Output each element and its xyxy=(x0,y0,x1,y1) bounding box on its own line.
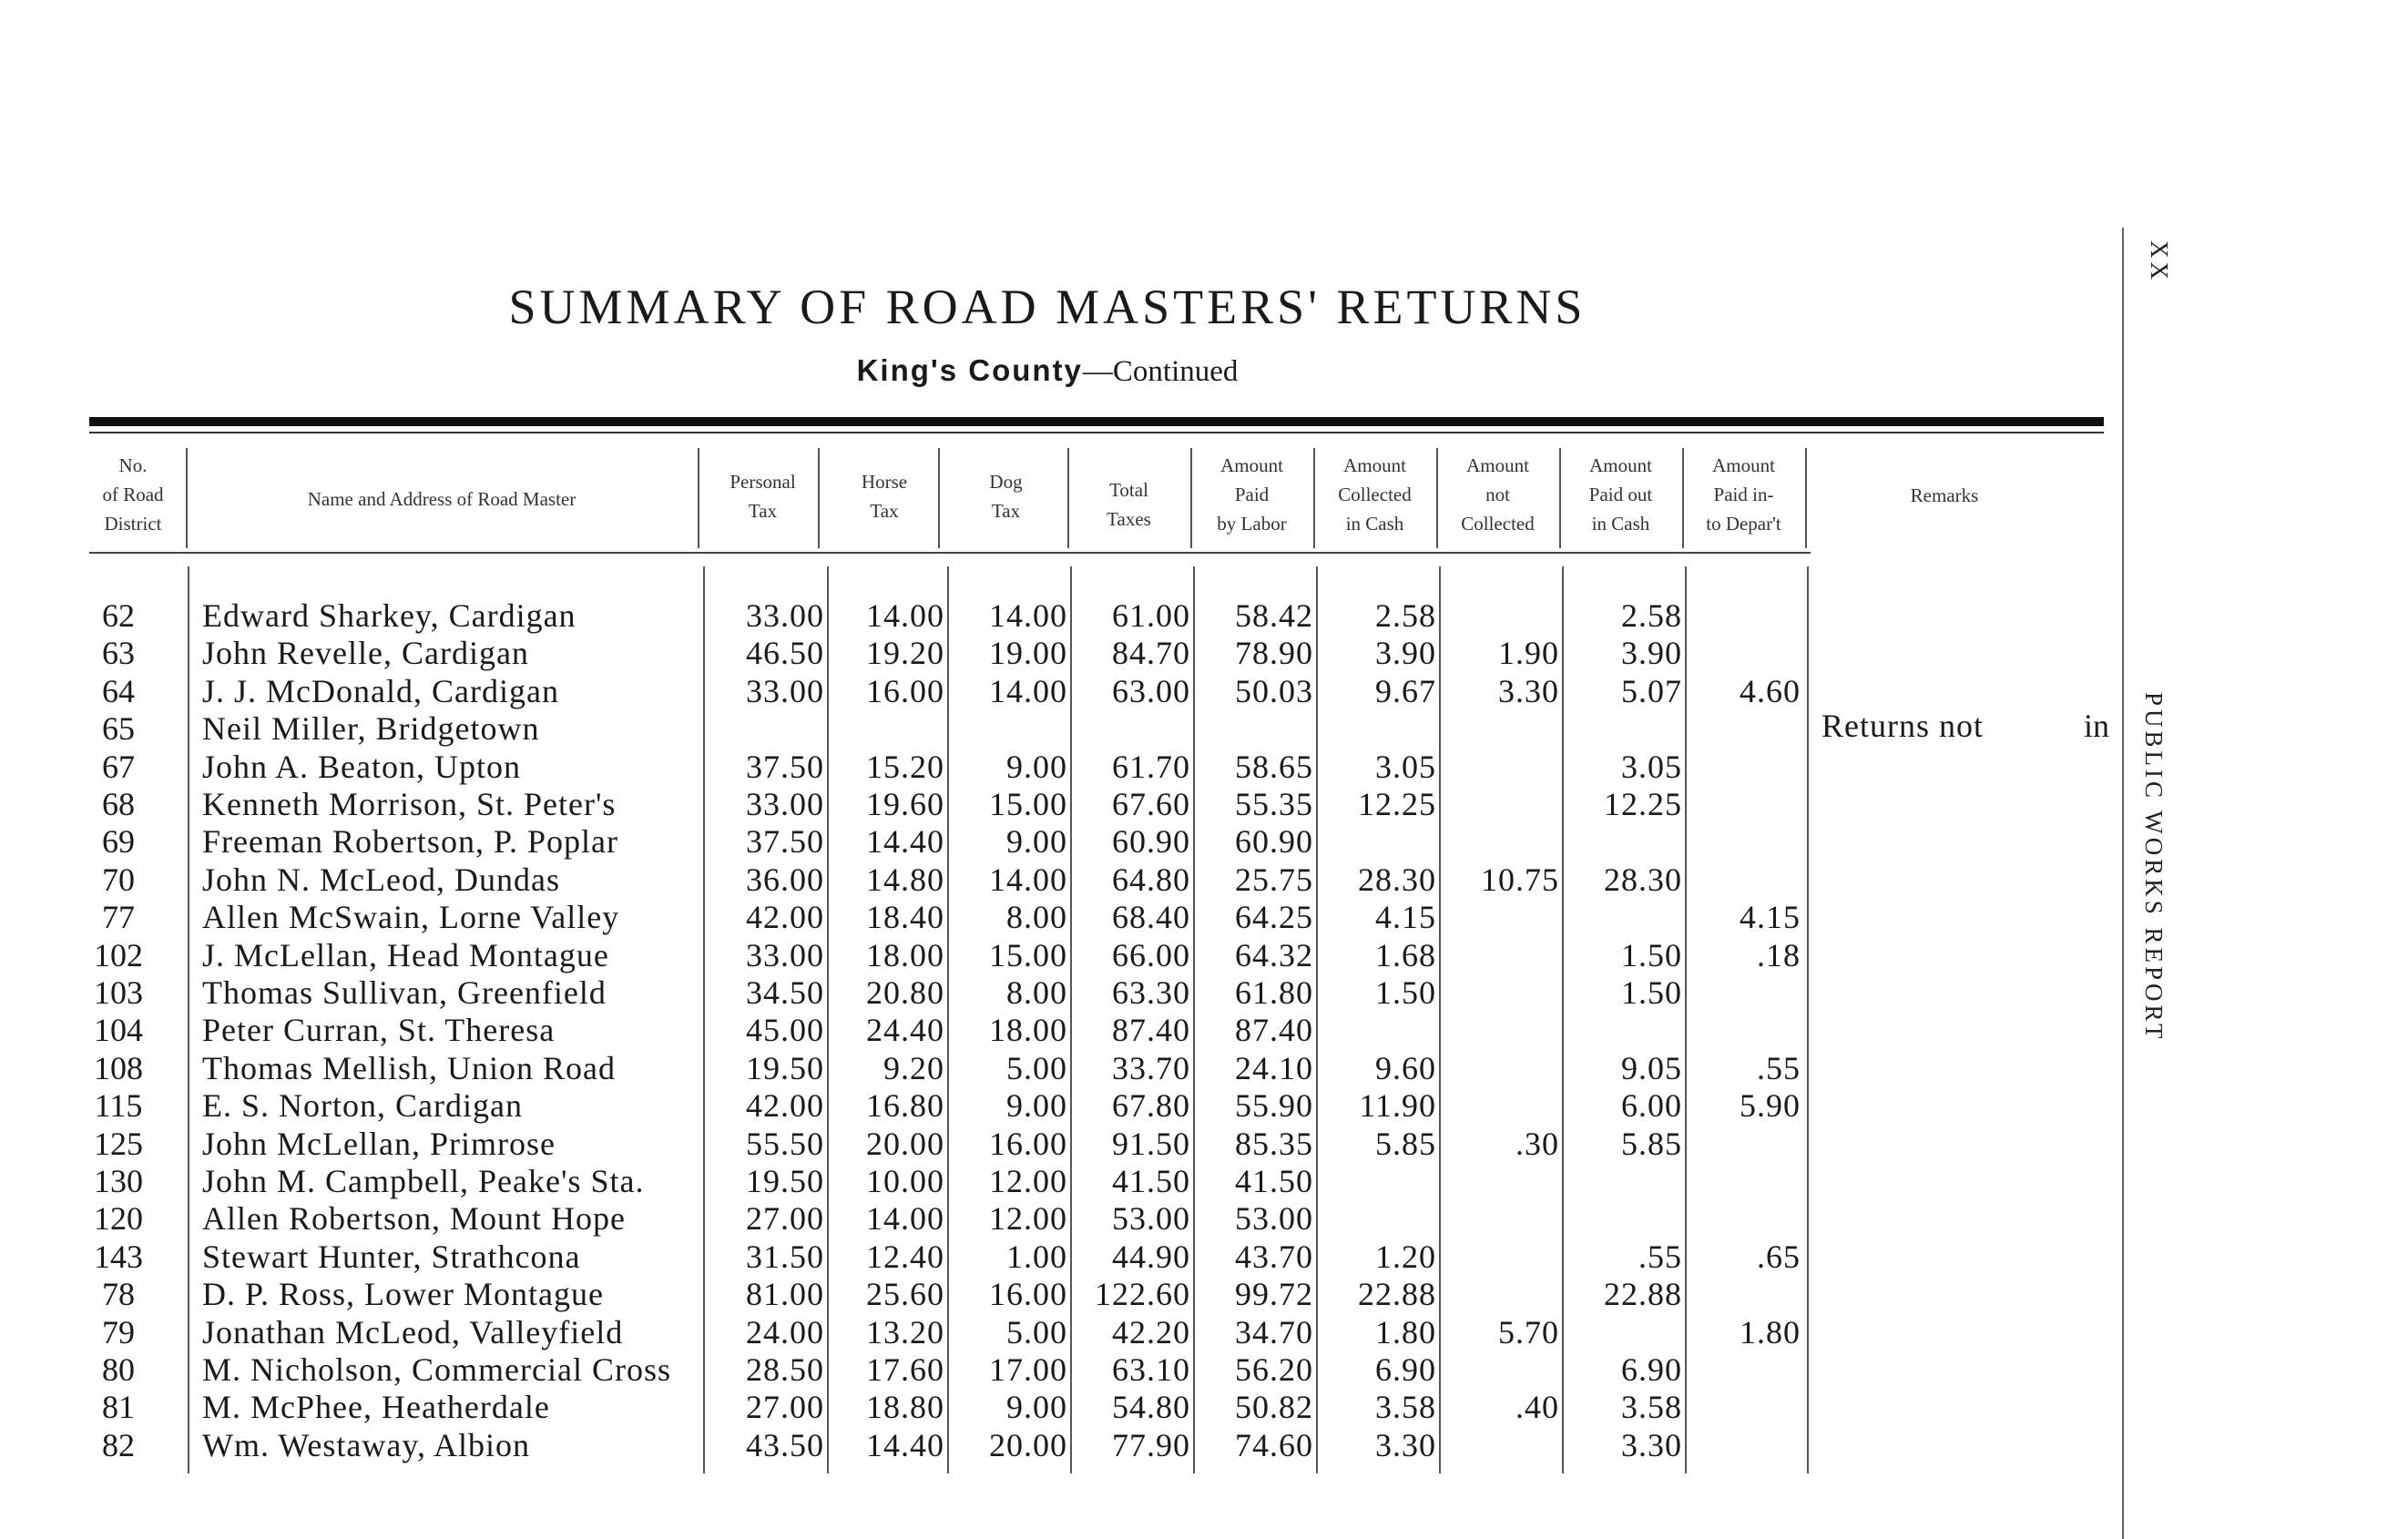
collected-in-cash-cell: 1.68 xyxy=(1375,937,1436,973)
table-row xyxy=(0,1389,1821,1425)
dog-tax-cell: 9.00 xyxy=(1006,1389,1067,1425)
col-divider xyxy=(818,448,820,548)
collected-in-cash-cell: 3.30 xyxy=(1375,1427,1436,1463)
paid-into-dept-cell: 4.60 xyxy=(1740,673,1801,709)
col-divider xyxy=(1559,448,1561,548)
table-row xyxy=(0,1200,1821,1237)
name-cell: J. McLellan, Head Montague xyxy=(202,937,609,973)
paid-into-dept-cell: 1.80 xyxy=(1740,1314,1801,1350)
table-row xyxy=(0,710,1821,747)
total-taxes-cell: 67.80 xyxy=(1112,1087,1190,1124)
total-taxes-cell: 68.40 xyxy=(1112,899,1190,935)
total-taxes-cell: 33.70 xyxy=(1112,1050,1190,1086)
header-horse: Horse Tax xyxy=(861,471,908,522)
name-cell: E. S. Norton, Cardigan xyxy=(202,1087,523,1124)
name-cell: D. P. Ross, Lower Montague xyxy=(202,1276,604,1312)
paid-out-cell: 3.30 xyxy=(1621,1427,1682,1463)
header-not-collected: Amount not Collected xyxy=(1461,454,1535,535)
personal-tax-cell: 28.50 xyxy=(746,1351,824,1388)
district-cell: 69 xyxy=(102,823,135,860)
personal-tax-cell: 42.00 xyxy=(746,1087,824,1124)
total-taxes-cell: 84.70 xyxy=(1112,635,1190,671)
paid-by-labor-cell: 50.82 xyxy=(1235,1389,1313,1425)
paid-out-cell: 3.58 xyxy=(1621,1389,1682,1425)
collected-in-cash-cell: 3.05 xyxy=(1375,749,1436,785)
table-row xyxy=(0,673,1821,709)
col-divider xyxy=(1067,448,1069,548)
table-row xyxy=(0,597,1821,634)
table-row xyxy=(0,1163,1821,1199)
table-row xyxy=(0,1126,1821,1162)
total-taxes-cell: 42.20 xyxy=(1112,1314,1190,1350)
table-row xyxy=(0,1276,1821,1312)
col-divider xyxy=(1436,448,1438,548)
not-collected-cell: 10.75 xyxy=(1481,861,1559,898)
table-row xyxy=(0,635,1821,671)
not-collected-cell: .40 xyxy=(1515,1389,1559,1425)
horse-tax-cell: 13.20 xyxy=(866,1314,944,1350)
total-taxes-cell: 44.90 xyxy=(1112,1238,1190,1275)
header-personal: Personal Tax xyxy=(730,471,796,522)
paid-by-labor-cell: 43.70 xyxy=(1235,1238,1313,1275)
page-number: XX xyxy=(2146,240,2173,283)
table-row xyxy=(0,1238,1821,1275)
total-taxes-cell: 63.00 xyxy=(1112,673,1190,709)
table-row xyxy=(0,1087,1821,1124)
table-row xyxy=(0,899,1821,935)
header-rule-thin xyxy=(89,432,2104,433)
paid-by-labor-cell: 34.70 xyxy=(1235,1314,1313,1350)
district-cell: 80 xyxy=(102,1351,135,1388)
paid-out-cell: 6.90 xyxy=(1621,1351,1682,1388)
total-taxes-cell: 87.40 xyxy=(1112,1012,1190,1048)
total-taxes-cell: 60.90 xyxy=(1112,823,1190,860)
paid-by-labor-cell: 24.10 xyxy=(1235,1050,1313,1086)
total-taxes-cell: 63.10 xyxy=(1112,1351,1190,1388)
header-rule-thick xyxy=(89,417,2104,426)
horse-tax-cell: 12.40 xyxy=(866,1238,944,1275)
paid-by-labor-cell: 56.20 xyxy=(1235,1351,1313,1388)
table-row xyxy=(0,1012,1821,1048)
dog-tax-cell: 9.00 xyxy=(1006,1087,1067,1124)
personal-tax-cell: 46.50 xyxy=(746,635,824,671)
dog-tax-cell: 9.00 xyxy=(1006,749,1067,785)
horse-tax-cell: 10.00 xyxy=(866,1163,944,1199)
district-cell: 62 xyxy=(102,597,135,634)
header-rule-bottom xyxy=(89,552,1811,554)
dog-tax-cell: 1.00 xyxy=(1006,1238,1067,1275)
district-cell: 143 xyxy=(94,1238,143,1275)
total-taxes-cell: 54.80 xyxy=(1112,1389,1190,1425)
name-cell: John Revelle, Cardigan xyxy=(202,635,529,671)
personal-tax-cell: 55.50 xyxy=(746,1126,824,1162)
name-cell: Kenneth Morrison, St. Peter's xyxy=(202,786,617,822)
dog-tax-cell: 12.00 xyxy=(989,1163,1067,1199)
paid-out-cell: 1.50 xyxy=(1621,974,1682,1011)
paid-out-cell: 3.05 xyxy=(1621,749,1682,785)
paid-out-cell: 12.25 xyxy=(1604,786,1682,822)
paid-by-labor-cell: 64.25 xyxy=(1235,899,1313,935)
personal-tax-cell: 36.00 xyxy=(746,861,824,898)
col-divider xyxy=(186,448,188,548)
horse-tax-cell: 19.20 xyxy=(866,635,944,671)
header-labor: Amount Paid by Labor xyxy=(1217,454,1287,535)
county-name: King's County xyxy=(856,353,1083,387)
paid-by-labor-cell: 61.80 xyxy=(1235,974,1313,1011)
paid-into-dept-cell: 5.90 xyxy=(1740,1087,1801,1124)
dog-tax-cell: 20.00 xyxy=(989,1427,1067,1463)
district-cell: 77 xyxy=(102,899,135,935)
table-row xyxy=(0,1050,1821,1086)
paid-by-labor-cell: 50.03 xyxy=(1235,673,1313,709)
running-head: PUBLIC WORKS REPORT xyxy=(2140,692,2168,1043)
dog-tax-cell: 18.00 xyxy=(989,1012,1067,1048)
collected-in-cash-cell: 9.60 xyxy=(1375,1050,1436,1086)
dog-tax-cell: 5.00 xyxy=(1006,1050,1067,1086)
total-taxes-cell: 61.00 xyxy=(1112,597,1190,634)
personal-tax-cell: 43.50 xyxy=(746,1427,824,1463)
paid-by-labor-cell: 74.60 xyxy=(1235,1427,1313,1463)
name-cell: Thomas Mellish, Union Road xyxy=(202,1050,616,1086)
dog-tax-cell: 5.00 xyxy=(1006,1314,1067,1350)
district-cell: 108 xyxy=(94,1050,143,1086)
collected-in-cash-cell: 9.67 xyxy=(1375,673,1436,709)
name-cell: Freeman Robertson, P. Poplar xyxy=(202,823,618,860)
name-cell: Thomas Sullivan, Greenfield xyxy=(202,974,607,1011)
horse-tax-cell: 20.00 xyxy=(866,1126,944,1162)
paid-by-labor-cell: 99.72 xyxy=(1235,1276,1313,1312)
collected-in-cash-cell: 28.30 xyxy=(1358,861,1436,898)
district-cell: 120 xyxy=(94,1200,143,1237)
personal-tax-cell: 42.00 xyxy=(746,899,824,935)
name-cell: Allen Robertson, Mount Hope xyxy=(202,1200,626,1237)
paid-by-labor-cell: 78.90 xyxy=(1235,635,1313,671)
paid-by-labor-cell: 64.32 xyxy=(1235,937,1313,973)
district-cell: 125 xyxy=(94,1126,143,1162)
horse-tax-cell: 18.00 xyxy=(866,937,944,973)
dog-tax-cell: 16.00 xyxy=(989,1276,1067,1312)
collected-in-cash-cell: 22.88 xyxy=(1358,1276,1436,1312)
header-dog: Dog Tax xyxy=(989,471,1023,522)
personal-tax-cell: 33.00 xyxy=(746,673,824,709)
total-taxes-cell: 77.90 xyxy=(1112,1427,1190,1463)
paid-out-cell: 5.85 xyxy=(1621,1126,1682,1162)
horse-tax-cell: 18.40 xyxy=(866,899,944,935)
district-cell: 81 xyxy=(102,1389,135,1425)
collected-in-cash-cell: 2.58 xyxy=(1375,597,1436,634)
paid-by-labor-cell: 60.90 xyxy=(1235,823,1313,860)
district-cell: 79 xyxy=(102,1314,135,1350)
dog-tax-cell: 12.00 xyxy=(989,1200,1067,1237)
col-divider xyxy=(698,448,699,548)
district-cell: 68 xyxy=(102,786,135,822)
col-divider xyxy=(1682,448,1684,548)
table-row xyxy=(0,974,1821,1011)
dog-tax-cell: 14.00 xyxy=(989,861,1067,898)
name-cell: Edward Sharkey, Cardigan xyxy=(202,597,576,634)
col-divider xyxy=(938,448,940,548)
total-taxes-cell: 91.50 xyxy=(1112,1126,1190,1162)
page-title: SUMMARY OF ROAD MASTERS' RETURNS xyxy=(508,280,1587,334)
name-cell: Neil Miller, Bridgetown xyxy=(202,710,540,747)
paid-by-labor-cell: 53.00 xyxy=(1235,1200,1313,1237)
table-row xyxy=(0,1351,1821,1388)
paid-by-labor-cell: 58.42 xyxy=(1235,597,1313,634)
not-collected-cell: 3.30 xyxy=(1498,673,1559,709)
not-collected-cell: .30 xyxy=(1515,1126,1559,1162)
col-divider xyxy=(1190,448,1192,548)
paid-by-labor-cell: 55.35 xyxy=(1235,786,1313,822)
dog-tax-cell: 15.00 xyxy=(989,937,1067,973)
district-cell: 102 xyxy=(94,937,143,973)
dog-tax-cell: 8.00 xyxy=(1006,974,1067,1011)
horse-tax-cell: 15.20 xyxy=(866,749,944,785)
page-border xyxy=(2122,228,2124,1539)
header-paid-dept: Amount Paid in- to Depar't xyxy=(1706,454,1781,535)
personal-tax-cell: 27.00 xyxy=(746,1200,824,1237)
district-cell: 63 xyxy=(102,635,135,671)
personal-tax-cell: 24.00 xyxy=(746,1314,824,1350)
paid-out-cell: 6.00 xyxy=(1621,1087,1682,1124)
table-row xyxy=(0,823,1821,860)
horse-tax-cell: 16.00 xyxy=(866,673,944,709)
header-remarks: Remarks xyxy=(1910,484,1979,506)
dog-tax-cell: 14.00 xyxy=(989,673,1067,709)
district-cell: 64 xyxy=(102,673,135,709)
name-cell: John A. Beaton, Upton xyxy=(202,749,521,785)
remark-in: in xyxy=(2084,708,2110,744)
dog-tax-cell: 14.00 xyxy=(989,597,1067,634)
table-row xyxy=(0,1314,1821,1350)
name-cell: John M. Campbell, Peake's Sta. xyxy=(202,1163,645,1199)
dog-tax-cell: 15.00 xyxy=(989,786,1067,822)
paid-by-labor-cell: 85.35 xyxy=(1235,1126,1313,1162)
paid-out-cell: .55 xyxy=(1638,1238,1682,1275)
table-row xyxy=(0,937,1821,973)
not-collected-cell: 1.90 xyxy=(1498,635,1559,671)
horse-tax-cell: 14.40 xyxy=(866,1427,944,1463)
dog-tax-cell: 19.00 xyxy=(989,635,1067,671)
horse-tax-cell: 14.40 xyxy=(866,823,944,860)
header-name: Name and Address of Road Master xyxy=(307,488,576,510)
horse-tax-cell: 14.80 xyxy=(866,861,944,898)
personal-tax-cell: 81.00 xyxy=(746,1276,824,1312)
paid-into-dept-cell: .55 xyxy=(1757,1050,1801,1086)
paid-into-dept-cell: .65 xyxy=(1757,1238,1801,1275)
total-taxes-cell: 122.60 xyxy=(1095,1276,1190,1312)
personal-tax-cell: 31.50 xyxy=(746,1238,824,1275)
collected-in-cash-cell: 6.90 xyxy=(1375,1351,1436,1388)
horse-tax-cell: 19.60 xyxy=(866,786,944,822)
total-taxes-cell: 41.50 xyxy=(1112,1163,1190,1199)
personal-tax-cell: 27.00 xyxy=(746,1389,824,1425)
paid-out-cell: 5.07 xyxy=(1621,673,1682,709)
name-cell: John McLellan, Primrose xyxy=(202,1126,556,1162)
col-divider xyxy=(1805,448,1807,548)
collected-in-cash-cell: 3.58 xyxy=(1375,1389,1436,1425)
personal-tax-cell: 45.00 xyxy=(746,1012,824,1048)
personal-tax-cell: 33.00 xyxy=(746,786,824,822)
dog-tax-cell: 16.00 xyxy=(989,1126,1067,1162)
remark-returns-not-in: Returns not xyxy=(1821,708,1984,744)
name-cell: Jonathan McLeod, Valleyfield xyxy=(202,1314,624,1350)
horse-tax-cell: 16.80 xyxy=(866,1087,944,1124)
total-taxes-cell: 64.80 xyxy=(1112,861,1190,898)
paid-out-cell: 28.30 xyxy=(1604,861,1682,898)
header-cash: Amount Collected in Cash xyxy=(1338,454,1412,535)
collected-in-cash-cell: 1.80 xyxy=(1375,1314,1436,1350)
horse-tax-cell: 14.00 xyxy=(866,597,944,634)
personal-tax-cell: 33.00 xyxy=(746,597,824,634)
district-cell: 65 xyxy=(102,710,135,747)
table-row xyxy=(0,861,1821,898)
horse-tax-cell: 25.60 xyxy=(866,1276,944,1312)
district-cell: 104 xyxy=(94,1012,143,1048)
horse-tax-cell: 17.60 xyxy=(866,1351,944,1388)
collected-in-cash-cell: 11.90 xyxy=(1359,1087,1436,1124)
name-cell: Stewart Hunter, Strathcona xyxy=(202,1238,581,1275)
header-district: No. of Road District xyxy=(102,454,164,535)
not-collected-cell: 5.70 xyxy=(1498,1314,1559,1350)
header-paid-out: Amount Paid out in Cash xyxy=(1588,454,1653,535)
dog-tax-cell: 17.00 xyxy=(989,1351,1067,1388)
horse-tax-cell: 14.00 xyxy=(866,1200,944,1237)
header-total: Total Taxes xyxy=(1107,479,1151,530)
paid-out-cell: 9.05 xyxy=(1621,1050,1682,1086)
paid-by-labor-cell: 25.75 xyxy=(1235,861,1313,898)
page-subtitle xyxy=(0,353,2095,389)
name-cell: M. Nicholson, Commercial Cross xyxy=(202,1351,671,1388)
personal-tax-cell: 37.50 xyxy=(746,823,824,860)
district-cell: 78 xyxy=(102,1276,135,1312)
total-taxes-cell: 63.30 xyxy=(1112,974,1190,1011)
personal-tax-cell: 19.50 xyxy=(746,1163,824,1199)
district-cell: 130 xyxy=(94,1163,143,1199)
district-cell: 103 xyxy=(94,974,143,1011)
name-cell: Allen McSwain, Lorne Valley xyxy=(202,899,620,935)
collected-in-cash-cell: 5.85 xyxy=(1375,1126,1436,1162)
collected-in-cash-cell: 12.25 xyxy=(1358,786,1436,822)
total-taxes-cell: 66.00 xyxy=(1112,937,1190,973)
total-taxes-cell: 53.00 xyxy=(1112,1200,1190,1237)
total-taxes-cell: 61.70 xyxy=(1112,749,1190,785)
paid-by-labor-cell: 58.65 xyxy=(1235,749,1313,785)
name-cell: Wm. Westaway, Albion xyxy=(202,1427,531,1463)
horse-tax-cell: 24.40 xyxy=(866,1012,944,1048)
district-cell: 70 xyxy=(102,861,135,898)
collected-in-cash-cell: 1.20 xyxy=(1375,1238,1436,1275)
personal-tax-cell: 37.50 xyxy=(746,749,824,785)
district-cell: 115 xyxy=(94,1087,143,1124)
total-taxes-cell: 67.60 xyxy=(1112,786,1190,822)
paid-into-dept-cell: .18 xyxy=(1757,937,1801,973)
horse-tax-cell: 18.80 xyxy=(866,1389,944,1425)
subtitle-continued: —Continued xyxy=(1082,355,1239,388)
name-cell: John N. McLeod, Dundas xyxy=(202,861,560,898)
paid-by-labor-cell: 41.50 xyxy=(1235,1163,1313,1199)
dog-tax-cell: 9.00 xyxy=(1006,823,1067,860)
collected-in-cash-cell: 1.50 xyxy=(1375,974,1436,1011)
paid-by-labor-cell: 55.90 xyxy=(1235,1087,1313,1124)
name-cell: J. J. McDonald, Cardigan xyxy=(202,673,559,709)
collected-in-cash-cell: 4.15 xyxy=(1375,899,1436,935)
name-cell: M. McPhee, Heatherdale xyxy=(202,1389,550,1425)
collected-in-cash-cell: 3.90 xyxy=(1375,635,1436,671)
personal-tax-cell: 33.00 xyxy=(746,937,824,973)
dog-tax-cell: 8.00 xyxy=(1006,899,1067,935)
horse-tax-cell: 20.80 xyxy=(866,974,944,1011)
paid-out-cell: 1.50 xyxy=(1621,937,1682,973)
personal-tax-cell: 19.50 xyxy=(746,1050,824,1086)
name-cell: Peter Curran, St. Theresa xyxy=(202,1012,556,1048)
paid-into-dept-cell: 4.15 xyxy=(1740,899,1801,935)
table-row xyxy=(0,786,1821,822)
district-cell: 67 xyxy=(102,749,135,785)
col-divider xyxy=(1313,448,1315,548)
paid-out-cell: 2.58 xyxy=(1621,597,1682,634)
paid-out-cell: 3.90 xyxy=(1621,635,1682,671)
table-row xyxy=(0,749,1821,785)
personal-tax-cell: 34.50 xyxy=(746,974,824,1011)
paid-by-labor-cell: 87.40 xyxy=(1235,1012,1313,1048)
table-row xyxy=(0,1427,1821,1463)
district-cell: 82 xyxy=(102,1427,135,1463)
paid-out-cell: 22.88 xyxy=(1604,1276,1682,1312)
horse-tax-cell: 9.20 xyxy=(883,1050,944,1086)
